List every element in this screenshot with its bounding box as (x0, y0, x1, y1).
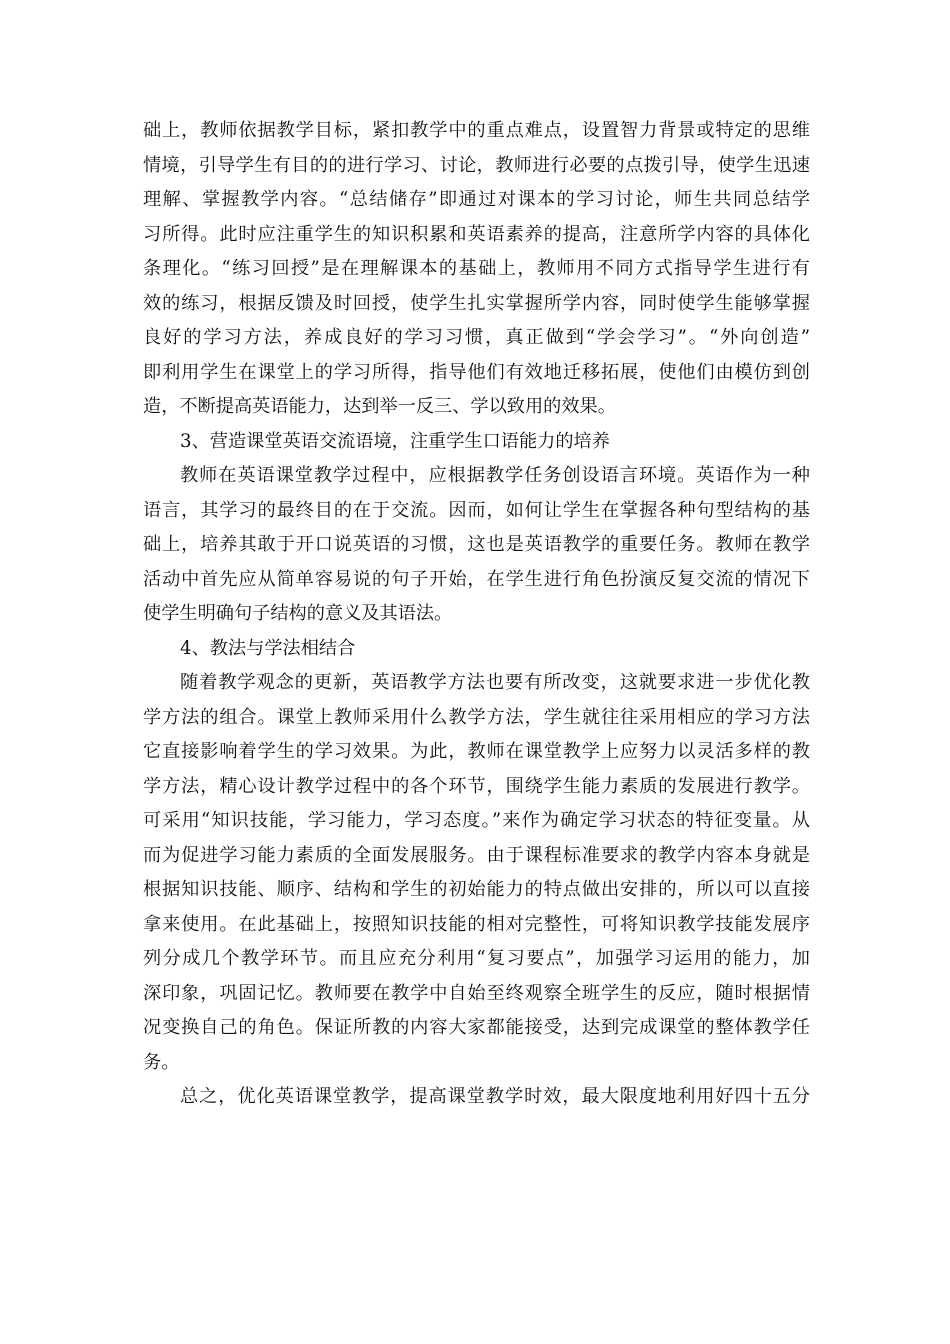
text-line: 使学生明确句子结构的意义及其语法。 (143, 603, 453, 624)
text-line: 造，不断提高英语能力，达到举一反三、学以致用的效果。 (143, 396, 616, 417)
text-line: 活动中首先应从简单容易说的句子开始，在学生进行角色扮演反复交流的情况下 (143, 568, 810, 590)
text-line: 础上，教师依据教学目标，紧扣教学中的重点难点，设置智力背景或特定的思维 (143, 120, 810, 141)
section-heading: 4、教法与学法相结合 (180, 637, 356, 659)
text-line: 习所得。此时应注重学生的知识积累和英语素养的提高，注意所学内容的具体化 (143, 223, 810, 245)
text-line: 语言，其学习的最终目的在于交流。因而，如何让学生在掌握各种句型结构的基 (143, 499, 810, 521)
text-line: 础上，培养其敢于开口说英语的习惯，这也是英语教学的重要任务。教师在教学 (143, 534, 810, 555)
text-line: 根据知识技能、顺序、结构和学生的初始能力的特点做出安排的，所以可以直接 (143, 879, 810, 900)
text-line: 情境，引导学生有目的的进行学习、讨论，教师进行必要的点拨引导，使学生迅速 (143, 154, 810, 176)
section-heading: 3、营造课堂英语交流语境，注重学生口语能力的培养 (180, 430, 610, 452)
text-line: 效的练习，根据反馈及时回授，使学生扎实掌握所学内容，同时使学生能够掌握 (143, 292, 810, 314)
text-line: 学方法，精心设计教学过程中的各个环节，围绕学生能力素质的发展进行教学。 (143, 775, 810, 797)
text-line: 总之，优化英语课堂教学，提高课堂教学时效，最大限度地利用好四十五分 (180, 1086, 810, 1107)
text-line: 可采用“知识技能，学习能力，学习态度。”来作为确定学习状态的特征变量。从 (143, 810, 810, 831)
text-line: 务。 (143, 1051, 180, 1073)
text-line: 况变换自己的角色。保证所教的内容大家都能接受，达到完成课堂的整体教学任 (143, 1017, 810, 1038)
text-line: 深印象，巩固记忆。教师要在教学中自始至终观察全班学生的反应，随时根据情 (143, 982, 810, 1004)
document-body (143, 114, 810, 1115)
text-line: 教师在英语课堂教学过程中，应根据教学任务创设语言环境。英语作为一种 (180, 465, 810, 486)
text-line: 理解、掌握教学内容。“总结储存”即通过对课本的学习讨论，师生共同总结学 (143, 189, 810, 210)
text-line: 良好的学习方法，养成良好的学习习惯，真正做到“学会学习”。“外向创造” (143, 327, 810, 348)
text-line: 随着教学观念的更新，英语教学方法也要有所改变，这就要求进一步优化教 (180, 672, 810, 693)
text-line: 它直接影响着学生的学习效果。为此，教师在课堂教学上应努力以灵活多样的教 (143, 741, 810, 762)
text-line: 列分成几个教学环节。而且应充分利用“复习要点”，加强学习运用的能力，加 (143, 948, 810, 969)
text-line: 拿来使用。在此基础上，按照知识技能的相对完整性，可将知识教学技能发展序 (143, 913, 810, 935)
text-line: 而为促进学习能力素质的全面发展服务。由于课程标准要求的教学内容本身就是 (143, 844, 810, 866)
text-line: 条理化。“练习回授”是在理解课本的基础上，教师用不同方式指导学生进行有 (143, 258, 810, 279)
text-line: 即利用学生在课堂上的学习所得，指导他们有效地迁移拓展，使他们由模仿到创 (143, 361, 810, 383)
text-line: 学方法的组合。课堂上教师采用什么教学方法，学生就往往采用相应的学习方法 (143, 706, 810, 728)
